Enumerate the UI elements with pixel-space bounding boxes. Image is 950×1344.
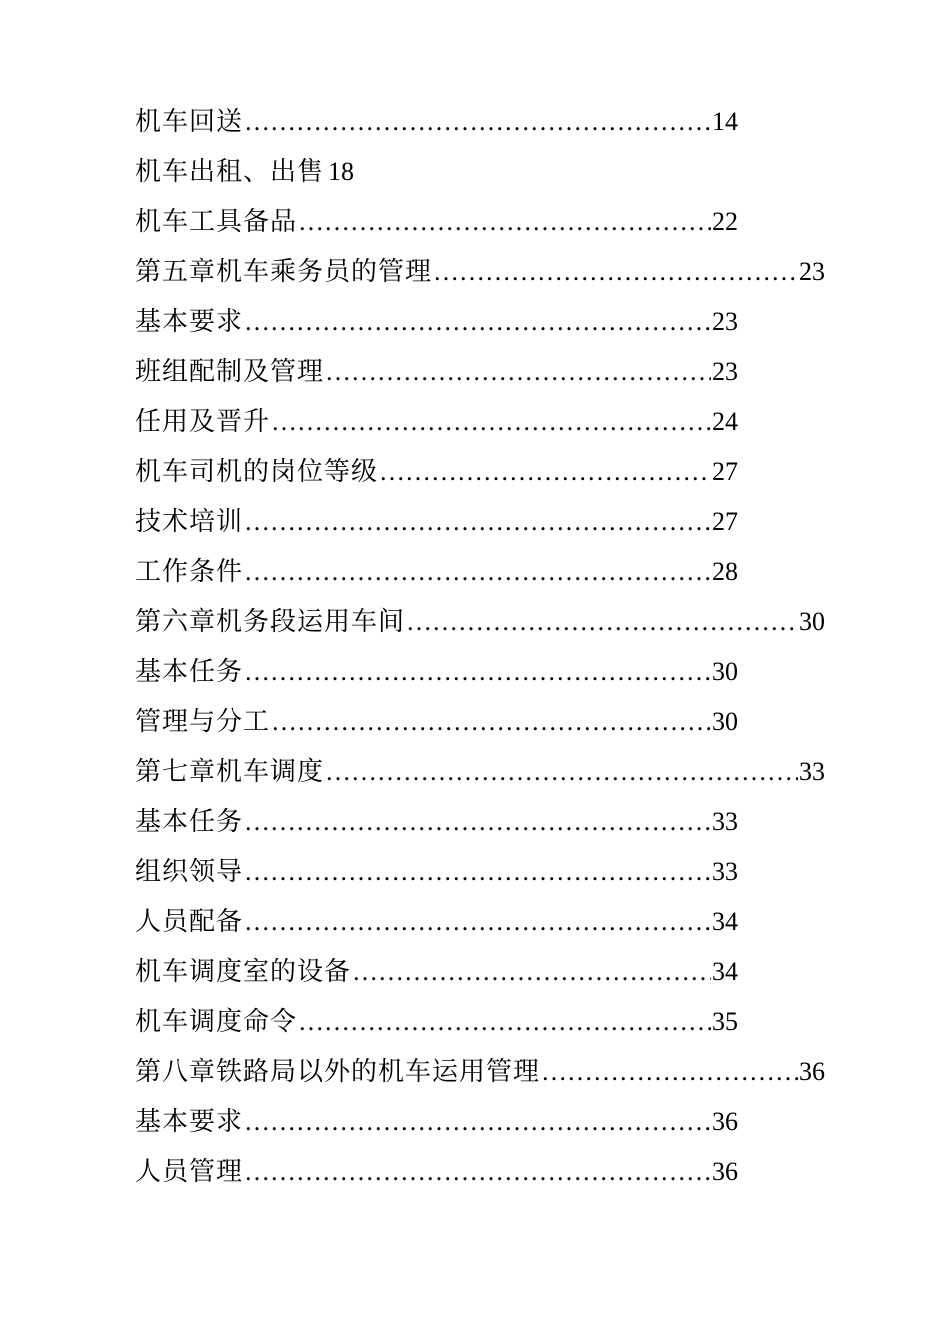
dot-leader	[298, 997, 711, 1047]
toc-entry-title: 人员配备	[135, 907, 244, 937]
toc-entry-page-number: 23	[712, 357, 738, 386]
toc-entry-title: 技术培训	[135, 507, 244, 537]
toc-entry-page-number: 24	[712, 407, 738, 436]
dot-leader	[325, 747, 798, 797]
toc-entry-page-number: 22	[712, 207, 738, 236]
dot-leader	[244, 297, 711, 347]
toc-entry[interactable]	[135, 947, 738, 997]
toc-entry[interactable]	[135, 647, 738, 697]
toc-entry-page-number: 35	[712, 1007, 738, 1036]
toc-entry-page-number: 18	[328, 157, 355, 186]
toc-entry-page-number: 36	[712, 1107, 738, 1136]
toc-chapter-entry[interactable]	[135, 747, 825, 797]
dot-leader	[298, 197, 711, 247]
dot-leader	[433, 247, 798, 297]
toc-entry-title: 人员管理	[135, 1157, 244, 1187]
toc-entry-page-number: 34	[712, 907, 738, 936]
toc-entry[interactable]	[135, 447, 738, 497]
toc-entry[interactable]	[135, 97, 738, 147]
dot-leader	[406, 597, 798, 647]
toc-entry-page-number: 30	[799, 607, 825, 636]
toc-entry-page-number: 28	[712, 557, 738, 586]
toc-entry[interactable]	[135, 847, 738, 897]
dot-leader	[271, 397, 711, 447]
toc-chapter-entry[interactable]	[135, 247, 825, 297]
toc-entry-title: 基本任务	[135, 807, 244, 837]
dot-leader	[244, 97, 711, 147]
toc-entry[interactable]	[135, 147, 738, 197]
toc-entry[interactable]	[135, 547, 738, 597]
toc-entry-title: 机车出租、出售	[135, 157, 325, 187]
toc-entry-title: 任用及晋升	[135, 407, 271, 437]
toc-entry[interactable]	[135, 897, 738, 947]
toc-entry-page-number: 34	[712, 957, 738, 986]
toc-entry-title: 工作条件	[135, 557, 244, 587]
toc-entry[interactable]	[135, 1147, 738, 1197]
toc-entry[interactable]	[135, 347, 738, 397]
toc-entry-title: 第六章机务段运用车间	[135, 607, 406, 637]
toc-entry-page-number: 14	[712, 107, 738, 136]
toc-entry-title: 第七章机车调度	[135, 757, 325, 787]
dot-leader	[541, 1047, 798, 1097]
toc-entry-page-number: 36	[799, 1057, 825, 1086]
toc-entry[interactable]	[135, 997, 738, 1047]
dot-leader	[244, 897, 711, 947]
dot-leader	[379, 447, 711, 497]
dot-leader	[244, 1147, 711, 1197]
toc-entry[interactable]	[135, 397, 738, 447]
toc-entry-page-number: 30	[712, 707, 738, 736]
toc-entry-page-number: 36	[712, 1157, 738, 1186]
dot-leader	[325, 347, 711, 397]
toc-entry-title: 第五章机车乘务员的管理	[135, 257, 433, 287]
toc-entry-title: 基本任务	[135, 657, 244, 687]
dot-leader	[244, 647, 711, 697]
toc-entry-page-number: 30	[712, 657, 738, 686]
toc-entry-page-number: 27	[712, 457, 738, 486]
table-of-contents	[135, 97, 835, 1197]
toc-entry-page-number: 33	[712, 807, 738, 836]
toc-entry-page-number: 27	[712, 507, 738, 536]
toc-entry[interactable]	[135, 1097, 738, 1147]
dot-leader	[244, 1097, 711, 1147]
toc-entry-title: 基本要求	[135, 1107, 244, 1137]
toc-entry-page-number: 23	[712, 307, 738, 336]
toc-entry-title: 组织领导	[135, 857, 244, 887]
dot-leader	[271, 697, 711, 747]
dot-leader	[352, 947, 711, 997]
toc-entry[interactable]	[135, 497, 738, 547]
toc-entry-page-number: 33	[712, 857, 738, 886]
dot-leader	[244, 547, 711, 597]
toc-entry-title: 机车回送	[135, 107, 244, 137]
toc-entry-title: 机车司机的岗位等级	[135, 457, 379, 487]
toc-entry-page-number: 33	[799, 757, 825, 786]
toc-entry-page-number: 23	[799, 257, 825, 286]
toc-entry-title: 机车调度命令	[135, 1007, 298, 1037]
toc-entry[interactable]	[135, 197, 738, 247]
toc-chapter-entry[interactable]	[135, 597, 825, 647]
toc-entry[interactable]	[135, 297, 738, 347]
toc-entry[interactable]	[135, 697, 738, 747]
dot-leader	[244, 497, 711, 547]
toc-entry-title: 管理与分工	[135, 707, 271, 737]
toc-entry-title: 机车调度室的设备	[135, 957, 352, 987]
toc-chapter-entry[interactable]	[135, 1047, 825, 1097]
toc-entry-title: 基本要求	[135, 307, 244, 337]
toc-entry[interactable]	[135, 797, 738, 847]
toc-entry-title: 第八章铁路局以外的机车运用管理	[135, 1057, 541, 1087]
toc-entry-title: 班组配制及管理	[135, 357, 325, 387]
dot-leader	[244, 847, 711, 897]
toc-entry-title: 机车工具备品	[135, 207, 298, 237]
dot-leader	[244, 797, 711, 847]
